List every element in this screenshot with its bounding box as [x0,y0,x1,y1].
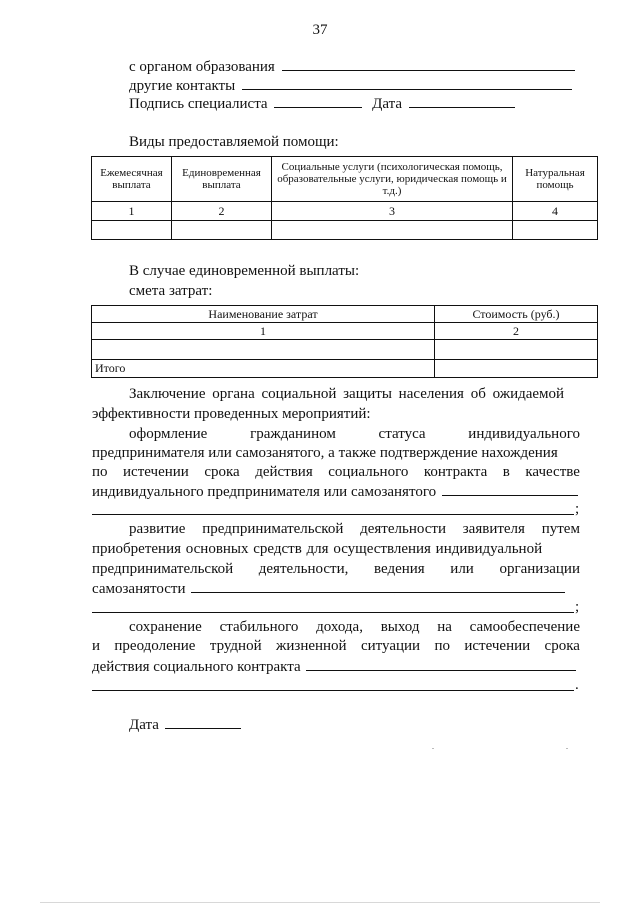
table-header-cell: Натуральная помощь [513,157,598,202]
item2-word: ведения [373,561,425,577]
item3-word: дохода, [316,619,363,635]
table-row [92,221,598,240]
item1-word: гражданином [250,426,336,442]
item3-word: сохранение [129,619,202,635]
table-header-cell: Единовременная выплата [172,157,272,202]
table-header-cell: Социальные услуги (психологическая помощь, образовательные услуги, юридическая помощь и т.д.) [272,157,513,202]
item1-word: по [92,464,108,480]
item2-word: путем [541,521,580,537]
other-contacts-label: другие контакты [129,78,236,94]
scan-speck [432,748,434,749]
item1-line-1 [129,426,580,443]
item1-field-rule[interactable] [92,514,574,515]
table-cell-empty[interactable] [92,221,172,240]
item1-word: контракта [423,464,488,480]
table-cell-empty[interactable] [272,221,513,240]
table-cell: 3 [272,202,513,221]
item2-word: заявителя [462,521,525,537]
item3-word: стабильного [219,619,299,635]
item2-field[interactable] [191,580,565,593]
education-contact-field[interactable] [282,58,575,71]
item1-word: истечении [123,464,189,480]
item3-field-rule[interactable] [92,690,574,691]
table-cell: 2 [172,202,272,221]
signature-line [129,95,515,113]
item3-word: истечении [464,638,531,654]
item1-word: социального [328,464,409,480]
item2-line-4 [92,580,565,598]
item1-word: в [502,464,510,480]
signature-field[interactable] [274,95,362,108]
table-row [92,323,598,340]
estimate-label: смета затрат: [129,283,213,299]
item3-word: по [434,638,450,654]
item1-field[interactable] [442,483,578,496]
conclusion-line-2: эффективности проведенных мероприятий: [92,406,371,422]
table-row [92,202,598,221]
table-header-row [92,157,598,202]
item3-line-2 [92,638,580,655]
item3-line-1 [129,619,580,636]
item1-line-2: предпринимателя или самозанятого, а также подтверждение нахождения [92,445,558,461]
conclusion-text: Заключение органа социальной защиты населения об ожидаемой [129,386,565,402]
item2-word: деятельности, [258,561,349,577]
item3-field[interactable] [306,658,576,671]
total-value-field[interactable] [435,360,598,378]
signature-date-label: Дата [372,96,402,112]
scan-edge [40,902,600,903]
item1-word: статуса [378,426,426,442]
item1-word: действия [255,464,313,480]
item3-word: ситуации [360,638,421,654]
signature-date-field[interactable] [409,95,515,108]
item2-word: организации [499,561,580,577]
item3-word: и [92,638,101,654]
item3-line-3 [92,658,576,676]
item2-word: или [450,561,474,577]
item1-word: качестве [525,464,580,480]
item3-word: трудной [209,638,262,654]
item1-word: срока [204,464,240,480]
item1-text: индивидуального предпринимателя или самозанятого [92,484,437,500]
conclusion-line-1 [129,386,580,403]
final-date-field[interactable] [165,716,241,729]
help-types-table [91,156,598,240]
item3-word: самообеспечение [469,619,580,635]
item2-line-1 [129,521,580,538]
item3-text: действия социального контракта [92,659,301,675]
item3-word: выход [380,619,420,635]
help-types-heading: Виды предоставляемой помощи: [129,134,339,150]
one-time-heading: В случае единовременной выплаты: [129,263,360,279]
item3-period: . [575,677,579,693]
table-header-cell: Ежемесячная выплата [92,157,172,202]
page-number: 37 [312,22,328,38]
table-cell-empty[interactable] [435,340,598,360]
signature-label: Подпись специалиста [129,96,268,112]
item1-word: оформление [129,426,208,442]
item3-word: срока [544,638,580,654]
table-cell-empty[interactable] [513,221,598,240]
item2-field-rule[interactable] [92,612,574,613]
estimate-table [91,305,598,378]
other-contacts-line [129,77,572,95]
table-cell: 4 [513,202,598,221]
table-row [92,340,598,360]
item3-word: преодоление [114,638,196,654]
item2-word: развитие [129,521,186,537]
item1-line-4 [92,483,578,501]
item2-line-2: приобретения основных средств для осуществления индивидуальной [92,541,543,557]
item2-line-3 [92,561,580,578]
table-cell: 1 [92,202,172,221]
education-contact-line [129,58,575,76]
item2-text: самозанятости [92,581,186,597]
table-cell-empty[interactable] [172,221,272,240]
item2-word: предпринимательской [92,561,234,577]
item3-word: на [437,619,452,635]
scan-speck [566,748,568,749]
item1-semicolon: ; [575,501,580,517]
table-cell: 1 [92,323,435,340]
item2-word: деятельности [360,521,446,537]
final-date-label: Дата [129,717,159,733]
table-header-row [92,306,598,323]
item3-word: жизненной [276,638,347,654]
final-date-line [129,716,241,734]
table-header-cell: Наименование затрат [92,306,435,323]
item1-word: индивидуального [468,426,580,442]
other-contacts-field[interactable] [242,77,572,90]
item2-word: предпринимательской [202,521,344,537]
table-cell: 2 [435,323,598,340]
table-row [92,360,598,378]
education-contact-label: с органом образования [129,59,275,75]
table-header-cell: Стоимость (руб.) [435,306,598,323]
table-cell-empty[interactable] [92,340,435,360]
item2-semicolon: ; [575,599,580,615]
total-label: Итого [92,360,435,378]
item1-line-3 [92,464,580,481]
